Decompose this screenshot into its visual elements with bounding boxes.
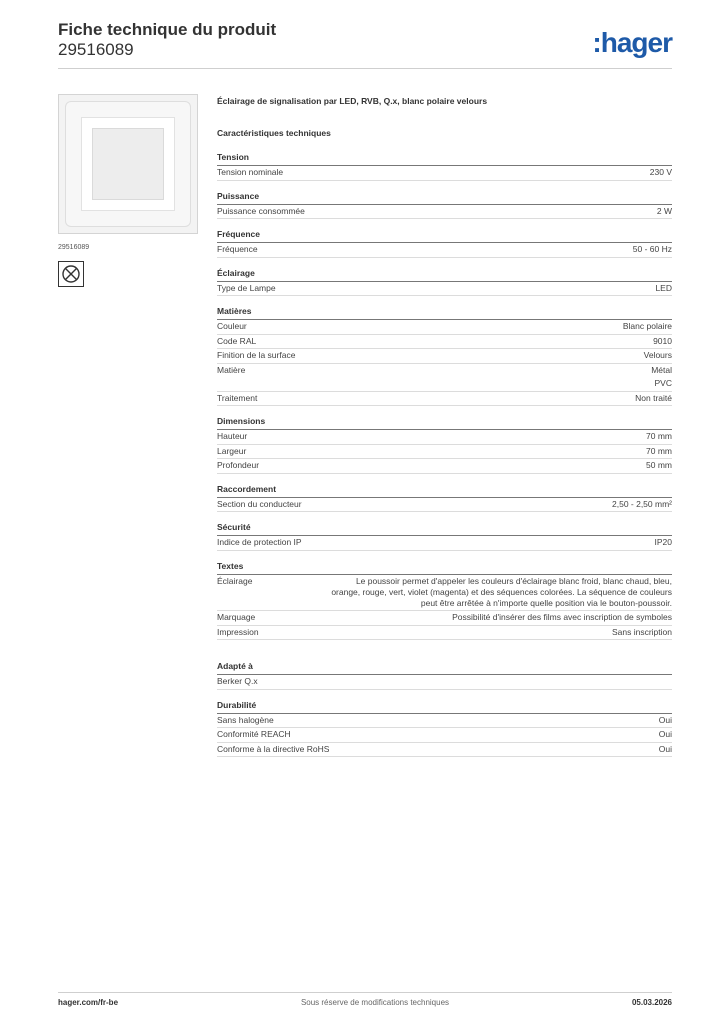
spec-row <box>217 575 672 612</box>
section-title: Fréquence <box>217 228 672 243</box>
spec-value: LED <box>655 282 672 293</box>
page-footer <box>58 998 672 1007</box>
spec-row <box>217 392 672 407</box>
spec-section <box>217 228 672 258</box>
spec-section <box>217 483 672 513</box>
spec-value: 70 mm <box>646 431 672 441</box>
spec-row <box>217 714 672 729</box>
section-title: Sécurité <box>217 521 672 536</box>
tech-heading: Caractéristiques techniques <box>217 128 331 138</box>
spec-row <box>217 743 672 758</box>
spec-label: Largeur <box>217 445 247 456</box>
spec-section <box>217 151 672 181</box>
section-title: Raccordement <box>217 483 672 498</box>
spec-value: Oui <box>658 714 672 725</box>
header-divider <box>58 68 672 69</box>
spec-value: Non traité <box>635 392 672 403</box>
product-panel <box>58 94 198 287</box>
section-title: Éclairage <box>217 267 672 282</box>
spec-value: 9010 <box>653 335 672 346</box>
spec-row <box>217 335 672 350</box>
spec-row <box>217 459 672 474</box>
product-image <box>58 94 198 234</box>
spec-row <box>217 364 672 392</box>
spec-value: Velours <box>643 350 672 360</box>
page-header <box>58 20 672 64</box>
spec-row <box>217 445 672 460</box>
spec-value: IP20 <box>654 537 672 547</box>
spec-label: Indice de protection IP <box>217 537 302 547</box>
spec-row <box>217 243 672 258</box>
spec-label: Finition de la surface <box>217 350 296 360</box>
spec-section <box>217 560 672 641</box>
spec-value: 2 W <box>656 205 672 216</box>
spec-value: 230 V <box>649 167 672 177</box>
spec-section <box>217 267 672 297</box>
spec-value: Oui <box>658 729 672 740</box>
section-title: Puissance <box>217 190 672 205</box>
spec-row <box>217 320 672 335</box>
spec-label: Puissance consommée <box>217 205 305 216</box>
spec-value: Le poussoir permet d'appeler les couleurs d'éclairage blanc froid, blanc chaud, bleu, orange, rouge, vert, violet (magenta) et des séquences colorées. La séquence de couleurs peut être arrêtée à n'importe quelle position via le bouton-poussoir. <box>331 575 672 608</box>
section-title: Textes <box>217 560 672 575</box>
footer-date: 05.03.2026 <box>631 998 672 1007</box>
spec-row <box>217 498 672 513</box>
spec-sections <box>217 151 672 757</box>
spec-value: Blanc polaire <box>622 321 672 331</box>
spec-row <box>217 430 672 445</box>
spec-label: Impression <box>217 626 259 637</box>
section-title: Durabilité <box>217 699 672 714</box>
spec-label: Marquage <box>217 612 256 623</box>
section-title: Tension <box>217 151 672 166</box>
product-number: 29516089 <box>58 40 134 59</box>
spec-label: Type de Lampe <box>217 282 276 293</box>
footer-disclaimer: Sous réserve de modifications techniques <box>300 998 450 1007</box>
spec-value: 50 - 60 Hz <box>632 244 672 254</box>
product-description: Éclairage de signalisation par LED, RVB, Q.x, blanc polaire velours <box>217 96 488 106</box>
lamp-symbol-icon <box>58 261 84 287</box>
spec-label: Code RAL <box>217 335 257 346</box>
spec-row <box>217 536 672 551</box>
spec-label: Hauteur <box>217 431 248 441</box>
spec-value: Oui <box>658 743 672 754</box>
spec-row <box>217 675 672 690</box>
spec-section <box>217 415 672 474</box>
spec-label: Section du conducteur <box>217 498 302 509</box>
spec-row <box>217 205 672 220</box>
spec-row <box>217 282 672 297</box>
section-title: Dimensions <box>217 415 672 430</box>
spec-label: Matière <box>217 364 246 375</box>
page-title: Fiche technique du produit <box>58 20 277 39</box>
spec-value: 50 mm <box>646 460 672 470</box>
spec-label: Conformité REACH <box>217 729 291 740</box>
spec-value: 2,50 - 2,50 mm² <box>612 498 672 509</box>
spec-label: Profondeur <box>217 460 260 470</box>
spec-label: Berker Q.x <box>217 676 258 687</box>
spec-content <box>217 96 672 766</box>
spec-row <box>217 166 672 181</box>
spec-section <box>217 660 672 690</box>
spec-label: Tension nominale <box>217 167 284 177</box>
spec-value: Possibilité d'insérer des films avec inscription de symboles <box>452 612 672 623</box>
footer-website: hager.com/fr-be <box>58 998 119 1007</box>
spec-value: Sans inscription <box>611 626 672 637</box>
footer-divider <box>58 992 672 993</box>
product-image-caption: 29516089 <box>58 244 90 251</box>
spec-label: Traitement <box>217 392 258 403</box>
spec-section <box>217 699 672 758</box>
section-title: Adapté à <box>217 660 672 675</box>
spec-section <box>217 305 672 406</box>
spec-row <box>217 611 672 626</box>
hager-logo: :hager <box>592 27 672 58</box>
spec-value: 70 mm <box>646 445 672 456</box>
spec-label: Couleur <box>217 321 247 331</box>
spec-label: Sans halogène <box>217 714 274 725</box>
spec-section <box>217 190 672 220</box>
spec-row <box>217 349 672 364</box>
spec-row <box>217 728 672 743</box>
spec-row <box>217 626 672 641</box>
spec-label: Conforme à la directive RoHS <box>217 743 330 754</box>
section-title: Matières <box>217 305 672 320</box>
spec-section <box>217 521 672 551</box>
spec-label: Fréquence <box>217 244 258 254</box>
spec-label: Éclairage <box>217 575 253 586</box>
spec-value: Métal PVC <box>651 364 672 388</box>
